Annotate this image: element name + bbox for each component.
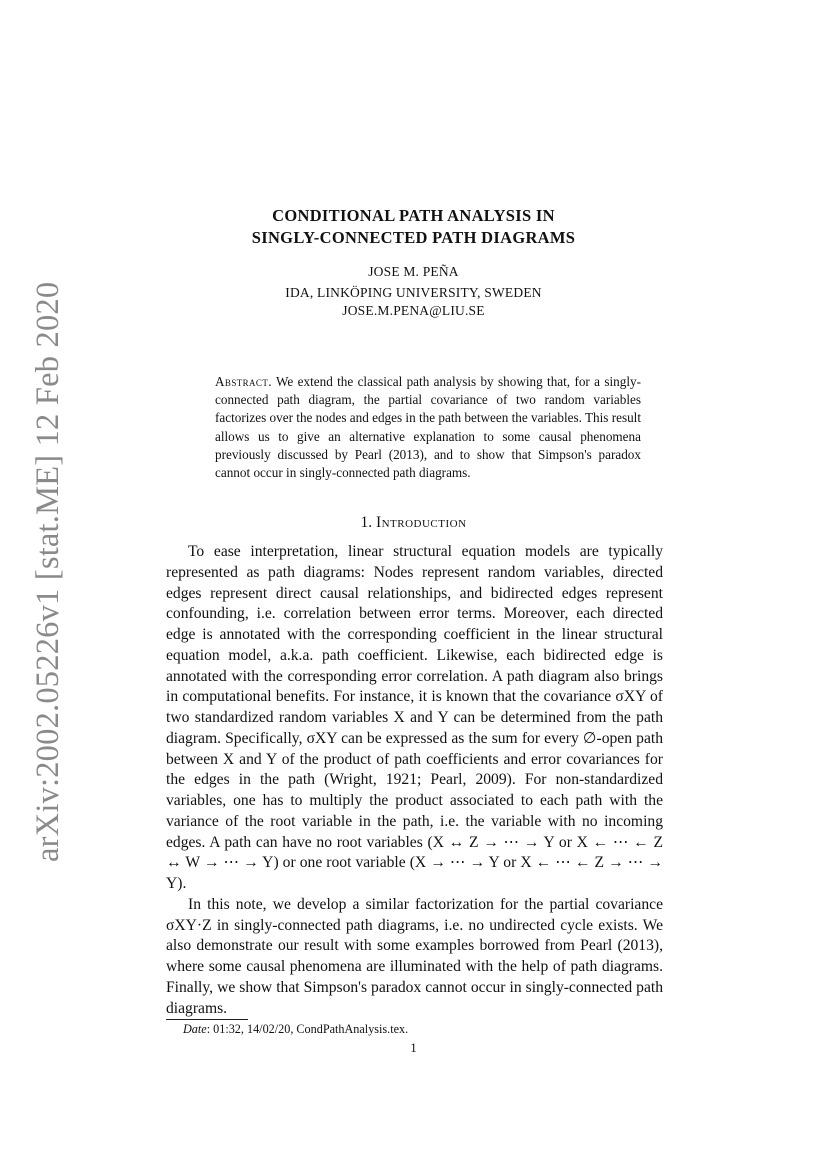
page-number: 1 bbox=[410, 1040, 417, 1055]
abstract-label: Abstract. bbox=[215, 374, 272, 389]
section-number: 1. bbox=[360, 514, 373, 531]
body-text bbox=[166, 542, 663, 1019]
section-heading bbox=[0, 514, 827, 532]
footnote-text: : 01:32, 14/02/20, CondPathAnalysis.tex. bbox=[206, 1022, 409, 1036]
author-name: JOSE M. PEÑA bbox=[368, 264, 459, 279]
abstract-text: We extend the classical path analysis by showing that, for a singly-connected path diagram, the partial covariance of two random variables factorizes over the nodes and edges in the path between the variables. This result allows us to give an alternative explanation to some causal phenomena previously discussed by Pearl (2013), and to show that Simpson's paradox cannot occur in singly-connected path diagrams. bbox=[215, 374, 642, 481]
paper-title-line-2: SINGLY-CONNECTED PATH DIAGRAMS bbox=[251, 228, 576, 247]
abstract bbox=[215, 373, 641, 482]
arxiv-identifier-stamp[interactable]: arXiv:2002.05226v1 [stat.ME] 12 Feb 2020 bbox=[30, 281, 66, 862]
footnote-label: Date bbox=[183, 1022, 207, 1036]
footnote bbox=[183, 1022, 663, 1037]
author-email[interactable]: JOSE.M.PENA@LIU.SE bbox=[342, 303, 485, 318]
paragraph-1: To ease interpretation, linear structural equation models are typically represented as path diagrams: Nodes represent random variables, directed edges represent direct causal relationships, and bidirected edges represent confounding, i.e. correlation between error terms. Moreover, each directed edge is annotated with the corresponding coefficient in the linear structural equation model, a.k.a. path coefficient. Likewise, each bidirected edge is annotated with the corresponding error correlation. A path diagram also brings in computational benefits. For instance, it is known that the covariance σXY of two standardized random variables X and Y can be determined from the path diagram. Specifically, σXY can be expressed as the sum for every ∅-open path between X and Y of the product of path coefficients and error covariances for the edges in the path (Wright, 1921; Pearl, 2009). For non-standardized variables, one has to multiply the product associated to each path with the variance of the root variable in the path, i.e. the variable with no incoming edges. A path can have no root variables (X ↔ Z → ⋯ → Y or X ← ⋯ ← Z ↔ W → ⋯ → Y) or one root variable (X → ⋯ → Y or X ← ⋯ ← Z → ⋯ → Y). bbox=[166, 543, 663, 892]
footnote-rule bbox=[166, 1019, 248, 1020]
section-title: Introduction bbox=[375, 514, 467, 531]
author-affiliation: IDA, LINKÖPING UNIVERSITY, SWEDEN bbox=[285, 285, 542, 300]
paper-title-line-1: CONDITIONAL PATH ANALYSIS IN bbox=[272, 206, 555, 225]
paragraph-2: In this note, we develop a similar factorization for the partial covariance σXY·Z in singly-connected path diagrams, i.e. no undirected cycle exists. We also demonstrate our result with some examples borrowed from Pearl (2013), where some causal phenomena are illuminated with the help of path diagrams. Finally, we show that Simpson's paradox cannot occur in singly-connected path diagrams. bbox=[166, 895, 663, 1017]
